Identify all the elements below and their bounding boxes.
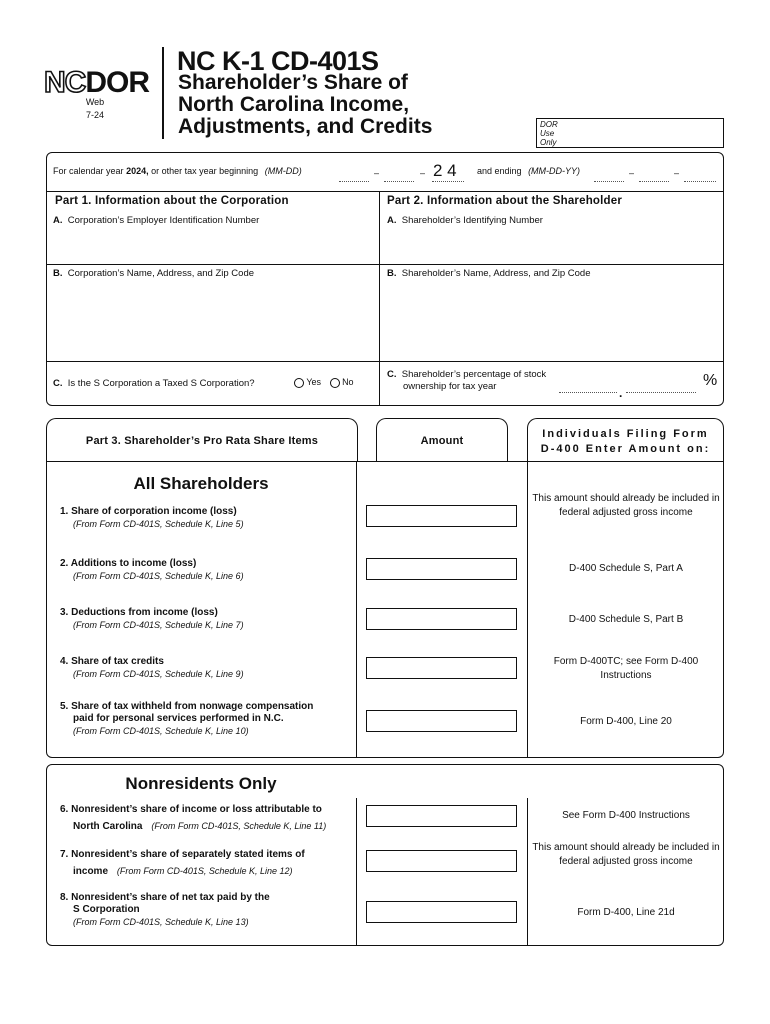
part3-title: Part 3. Shareholder’s Pro Rata Share Items	[85, 435, 319, 447]
line-7-destination: This amount should already be included in federal adjusted gross income	[532, 842, 720, 867]
shareholder-name-address-field[interactable]	[384, 282, 718, 358]
corporation-ein-field[interactable]	[52, 228, 376, 262]
line-4-label: 4. Share of tax credits (From Form CD-401S, Schedule K, Line 9)	[60, 656, 244, 679]
header-divider	[162, 47, 164, 139]
nonresidents-title: Nonresidents Only	[125, 774, 277, 793]
no-radio[interactable]	[330, 378, 340, 388]
dor-use-only-box	[536, 118, 724, 148]
begin-month-field[interactable]	[339, 180, 369, 182]
end-day-field[interactable]	[639, 180, 669, 182]
line-7-label: 7. Nonresident’s share of separately stated items of income (From Form CD-401S, Schedule K, Line 12)	[60, 849, 305, 877]
percent-sign: %	[703, 372, 718, 389]
end-sep-2: –	[674, 168, 680, 178]
begin-sep-1: –	[374, 168, 380, 178]
tax-year-middle: or other tax year beginning	[151, 166, 259, 176]
line-8-label: 8. Nonresident’s share of net tax paid by the S Corporation (From Form CD-401S, Schedule K, Line 13)	[60, 892, 270, 927]
all-shareholders-title: All Shareholders	[133, 474, 269, 493]
web-label: Web	[85, 97, 105, 107]
end-year-field[interactable]	[684, 180, 716, 182]
line-6-amount-input[interactable]	[366, 805, 517, 827]
begin-day-field[interactable]	[384, 180, 414, 182]
ncdor-logo	[44, 66, 149, 100]
divider	[47, 361, 723, 362]
begin-format: (MM-DD)	[264, 166, 302, 176]
part1-b-label: B. Corporation’s Name, Address, and Zip Code	[53, 268, 255, 279]
form-code: NC K-1 CD-401S	[177, 46, 379, 76]
version-date: 7-24	[85, 110, 104, 120]
divider	[379, 191, 380, 405]
end-sep-1: –	[629, 168, 635, 178]
part1-a-label: A. Corporation’s Employer Identification Number	[53, 215, 260, 226]
percent-whole-field[interactable]	[559, 391, 617, 393]
line-1-destination: This amount should already be included in federal adjusted gross income	[532, 493, 720, 518]
dor-use-only-label: DOR Use Only	[540, 120, 558, 147]
line-1-amount-input[interactable]	[366, 505, 517, 527]
part1-c-label: C. Is the S Corporation a Taxed S Corporation?	[53, 378, 255, 389]
decimal-point: .	[619, 386, 623, 400]
end-month-field[interactable]	[594, 180, 624, 182]
line-8-amount-input[interactable]	[366, 901, 517, 923]
logo-nc: NC	[44, 66, 86, 99]
line-6-label: 6. Nonresident’s share of income or loss attributable to North Carolina (From Form CD-401S, Schedule K, Line 11)	[60, 804, 327, 832]
part2-title: Part 2. Information about the Shareholder	[387, 195, 623, 207]
begin-sep-2: –	[420, 168, 426, 178]
line-3-label: 3. Deductions from income (loss) (From Form CD-401S, Schedule K, Line 7)	[60, 607, 244, 630]
yes-label: Yes	[306, 377, 322, 387]
divider	[527, 798, 528, 945]
line-2-amount-input[interactable]	[366, 558, 517, 580]
part2-a-label: A. Shareholder’s Identifying Number	[387, 215, 543, 226]
line-3-destination: D-400 Schedule S, Part B	[568, 614, 684, 625]
line-3-amount-input[interactable]	[366, 608, 517, 630]
logo-dor: DOR	[85, 66, 150, 99]
taxed-s-corp-options	[294, 377, 354, 388]
line-8-destination: Form D-400, Line 21d	[577, 907, 675, 918]
divider	[47, 191, 723, 192]
line-1-label: 1. Share of corporation income (loss) (From Form CD-401S, Schedule K, Line 5)	[60, 506, 244, 529]
divider	[356, 798, 357, 945]
no-label: No	[342, 377, 354, 387]
part2-c-label: C. Shareholder’s percentage of stock ownership for tax year	[387, 369, 547, 392]
part2-b-label: B. Shareholder’s Name, Address, and Zip Code	[387, 268, 591, 279]
ending-label: and ending (MM-DD-YY)	[477, 166, 581, 176]
line-5-amount-input[interactable]	[366, 710, 517, 732]
line-2-label: 2. Additions to income (loss) (From Form CD-401S, Schedule K, Line 6)	[60, 558, 244, 581]
begin-year-field[interactable]	[432, 180, 464, 182]
shareholder-id-field[interactable]	[384, 228, 718, 262]
line-6-destination: See Form D-400 Instructions	[562, 810, 690, 821]
corporation-name-address-field[interactable]	[52, 282, 376, 358]
form-title	[178, 72, 432, 138]
yes-radio[interactable]	[294, 378, 304, 388]
line-5-label: 5. Share of tax withheld from nonwage compensation paid for personal services performed in N.C. (From Form CD-401S, Schedule K, Line 10)	[60, 701, 314, 736]
title-line-1: Shareholder’s Share of	[178, 71, 408, 94]
tax-year-value: 2024,	[126, 166, 149, 176]
divider	[356, 462, 357, 757]
begin-year-suffix: 2 4	[433, 161, 457, 180]
divider	[47, 264, 723, 265]
title-line-3: Adjustments, and Credits	[178, 115, 433, 138]
amount-header: Amount	[420, 435, 464, 447]
line-2-destination: D-400 Schedule S, Part A	[569, 563, 683, 574]
tax-year-prefix: For calendar year	[53, 166, 124, 176]
individuals-header: Individuals Filing Form D-400 Enter Amount on:	[540, 428, 711, 455]
line-4-amount-input[interactable]	[366, 657, 517, 679]
form-version	[82, 96, 108, 122]
title-line-2: North Carolina Income,	[178, 93, 410, 116]
part1-title: Part 1. Information about the Corporation	[55, 195, 289, 207]
tax-year-line	[53, 166, 302, 176]
line-7-amount-input[interactable]	[366, 850, 517, 872]
percent-decimal-field[interactable]	[626, 391, 696, 393]
line-5-destination: Form D-400, Line 20	[580, 716, 672, 727]
divider	[527, 462, 528, 757]
line-4-destination: Form D-400TC; see Form D-400 Instructions	[553, 656, 699, 681]
